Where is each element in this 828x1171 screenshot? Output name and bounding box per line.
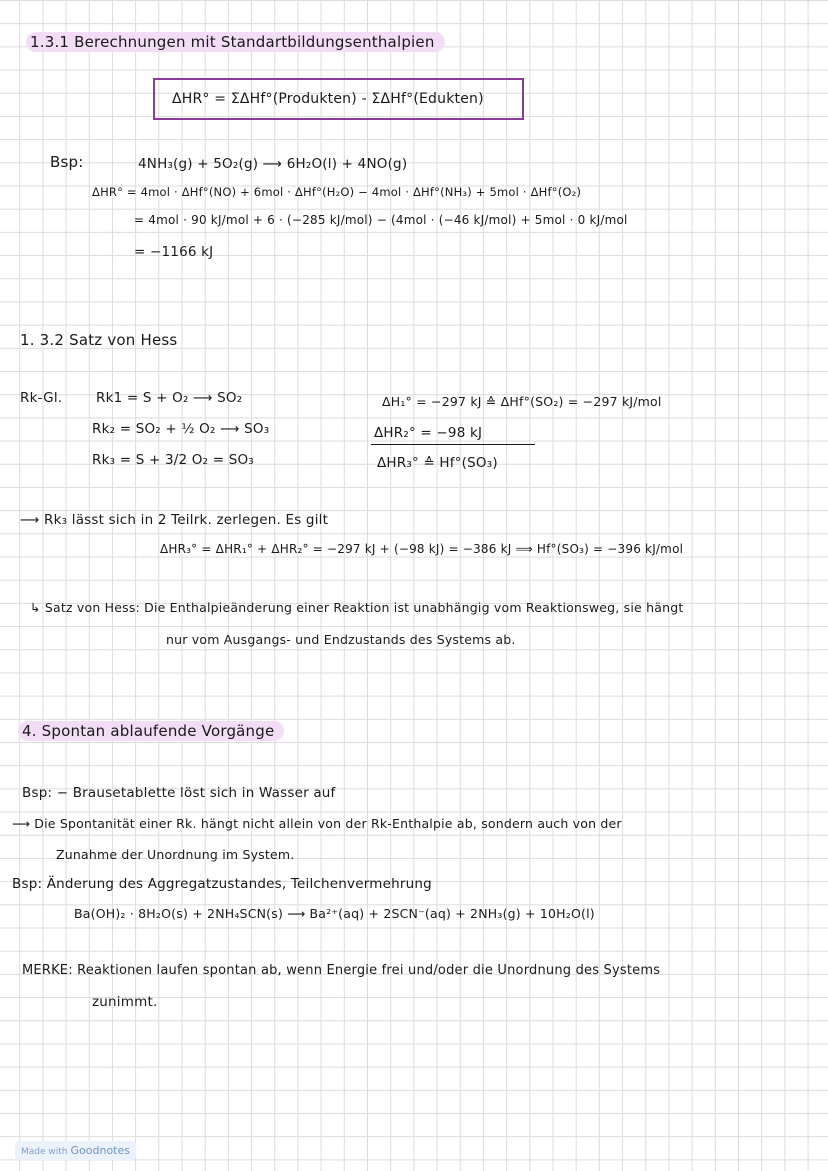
enthalpy-2: ΔHR₂° = −98 kJ [374,425,483,441]
spontaneity-line-1: ⟶ Die Spontanität einer Rk. hängt nicht allein von der Rk-Enthalpie ab, sondern auch von der [12,816,622,831]
section-1-3-1-heading: 1.3.1 Berechnungen mit Standartbildungsenthalpien [26,33,445,51]
calculation-line-1: ΔHR° = 4mol · ΔHf°(NO) + 6mol · ΔHf°(H₂O) − 4mol · ΔHf°(NH₃) + 5mol · ΔHf°(O₂) [92,185,582,199]
enthalpy-3: ΔHR₃° ≙ Hf°(SO₃) [377,455,498,471]
reaction-equation: 4NH₃(g) + 5O₂(g) ⟶ 6H₂O(l) + 4NO(g) [138,156,408,172]
example-effervescent-tablet: Bsp: − Brausetablette löst sich in Wasser auf [22,785,336,801]
made-with-label: Made with [21,1147,68,1157]
hess-calculation: ΔHR₃° = ΔHR₁° + ΔHR₂° = −297 kJ + (−98 kJ) = −386 kJ ⟹ Hf°(SO₃) = −396 kJ/mol [160,542,684,556]
example-aggregate-change: Bsp: Änderung des Aggregatzustandes, Teilchenvermehrung [12,876,432,892]
reaction-3: Rk₃ = S + 3/2 O₂ = SO₃ [92,452,254,468]
decomposition-note: ⟶ Rk₃ lässt sich in 2 Teilrk. zerlegen. Es gilt [20,512,329,528]
hess-law-line-2: nur vom Ausgangs- und Endzustands des Systems ab. [166,632,516,647]
sum-underline [371,444,535,445]
goodnotes-brand: Goodnotes [70,1144,130,1157]
calculation-result: = −1166 kJ [134,244,214,260]
merke-line-2: zunimmt. [92,994,158,1010]
section-4-heading: 4. Spontan ablaufende Vorgänge [18,722,284,740]
rk-gl-label: Rk-Gl. [20,390,63,406]
goodnotes-watermark [15,1141,136,1160]
enthalpy-1: ΔH₁° = −297 kJ ≙ ΔHf°(SO₂) = −297 kJ/mol [382,394,662,409]
merke-line-1: MERKE: Reaktionen laufen spontan ab, wenn Energie frei und/oder die Unordnung des Systems [22,963,661,978]
endothermic-reaction: Ba(OH)₂ · 8H₂O(s) + 2NH₄SCN(s) ⟶ Ba²⁺(aq) + 2SCN⁻(aq) + 2NH₃(g) + 10H₂O(l) [74,906,595,921]
spontaneity-line-2: Zunahme der Unordnung im System. [56,847,295,862]
section-1-3-2-heading: 1. 3.2 Satz von Hess [20,331,178,349]
hess-law-line-1: ↳ Satz von Hess: Die Enthalpieänderung einer Reaktion ist unabhängig vom Reaktionsweg, sie hängt [30,600,684,615]
standard-enthalpy-formula: ΔHR° = ΣΔHf°(Produkten) - ΣΔHf°(Edukten) [172,91,484,107]
calculation-line-2: = 4mol · 90 kJ/mol + 6 · (−285 kJ/mol) − (4mol · (−46 kJ/mol) + 5mol · 0 kJ/mol [134,213,628,227]
reaction-1: Rk1 = S + O₂ ⟶ SO₂ [96,390,243,406]
example-label: Bsp: [50,153,84,171]
reaction-2: Rk₂ = SO₂ + ½ O₂ ⟶ SO₃ [92,421,270,437]
